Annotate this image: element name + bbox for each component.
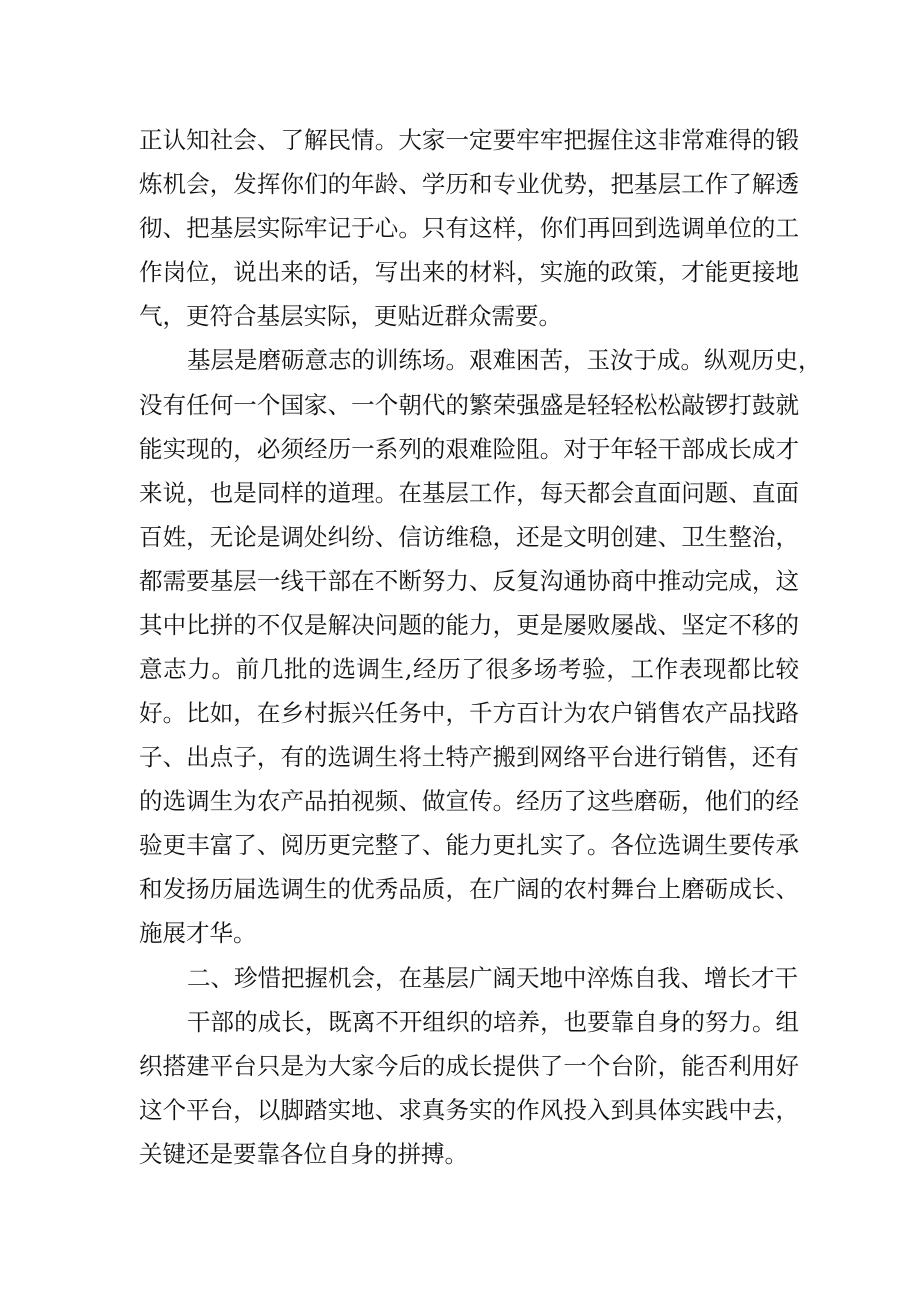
- text-line: 的选调生为农产品拍视频、做宣传。经历了这些磨砺，他们的经: [139, 787, 799, 815]
- text-line: 这个平台，以脚踏实地、求真务实的作风投入到具体实践中去，: [139, 1096, 799, 1124]
- text-line: 意志力。前几批的选调生,经历了很多场考验，工作表现都比较: [139, 655, 799, 683]
- text-line: 正认知社会、了解民情。大家一定要牢牢把握住这非常难得的锻: [139, 126, 799, 154]
- text-line: 织搭建平台只是为大家今后的成长提供了一个台阶，能否利用好: [139, 1052, 799, 1080]
- text-line: 能实现的，必须经历一系列的艰难险阻。对于年轻干部成长成才: [139, 435, 799, 463]
- text-line: 和发扬历届选调生的优秀品质，在广阔的农村舞台上磨砺成长、: [139, 875, 799, 903]
- paragraph-first-line: 干部的成长，既离不开组织的培养，也要靠自身的努力。组: [187, 1008, 799, 1036]
- text-line: 好。比如，在乡村振兴任务中，千方百计为农户销售农产品找路: [139, 699, 799, 727]
- text-line: 百姓，无论是调处纠纷、信访维稳，还是文明创建、卫生整治，: [139, 523, 799, 551]
- text-line: 子、出点子，有的选调生将土特产搬到网络平台进行销售，还有: [139, 743, 799, 771]
- text-line: 其中比拼的不仅是解决问题的能力，更是屡败屡战、坚定不移的: [139, 611, 799, 639]
- text-line: 都需要基层一线干部在不断努力、反复沟通协商中推动完成，这: [139, 567, 799, 595]
- text-line: 彻、把基层实际牢记于心。只有这样，你们再回到选调单位的工: [139, 214, 799, 242]
- section-heading: 二、珍惜把握机会，在基层广阔天地中淬炼自我、增长才干: [187, 964, 798, 992]
- text-line: 没有任何一个国家、一个朝代的繁荣强盛是轻轻松松敲锣打鼓就: [139, 391, 799, 419]
- text-line: 炼机会，发挥你们的年龄、学历和专业优势，把基层工作了解透: [139, 170, 799, 198]
- text-line: 关键还是要靠各位自身的拼搏。: [139, 1140, 468, 1168]
- text-line: 气，更符合基层实际，更贴近群众需要。: [139, 302, 562, 330]
- paragraph-first-line: 基层是磨砺意志的训练场。艰难困苦，玉汝于成。纵观历史，: [187, 346, 822, 374]
- text-line: 来说，也是同样的道理。在基层工作，每天都会直面问题、直面: [139, 479, 799, 507]
- text-line: 验更丰富了、阅历更完整了、能力更扎实了。各位选调生要传承: [139, 831, 799, 859]
- text-line: 作岗位，说出来的话，写出来的材料，实施的政策，才能更接地: [139, 258, 799, 286]
- text-line: 施展才华。: [139, 919, 257, 947]
